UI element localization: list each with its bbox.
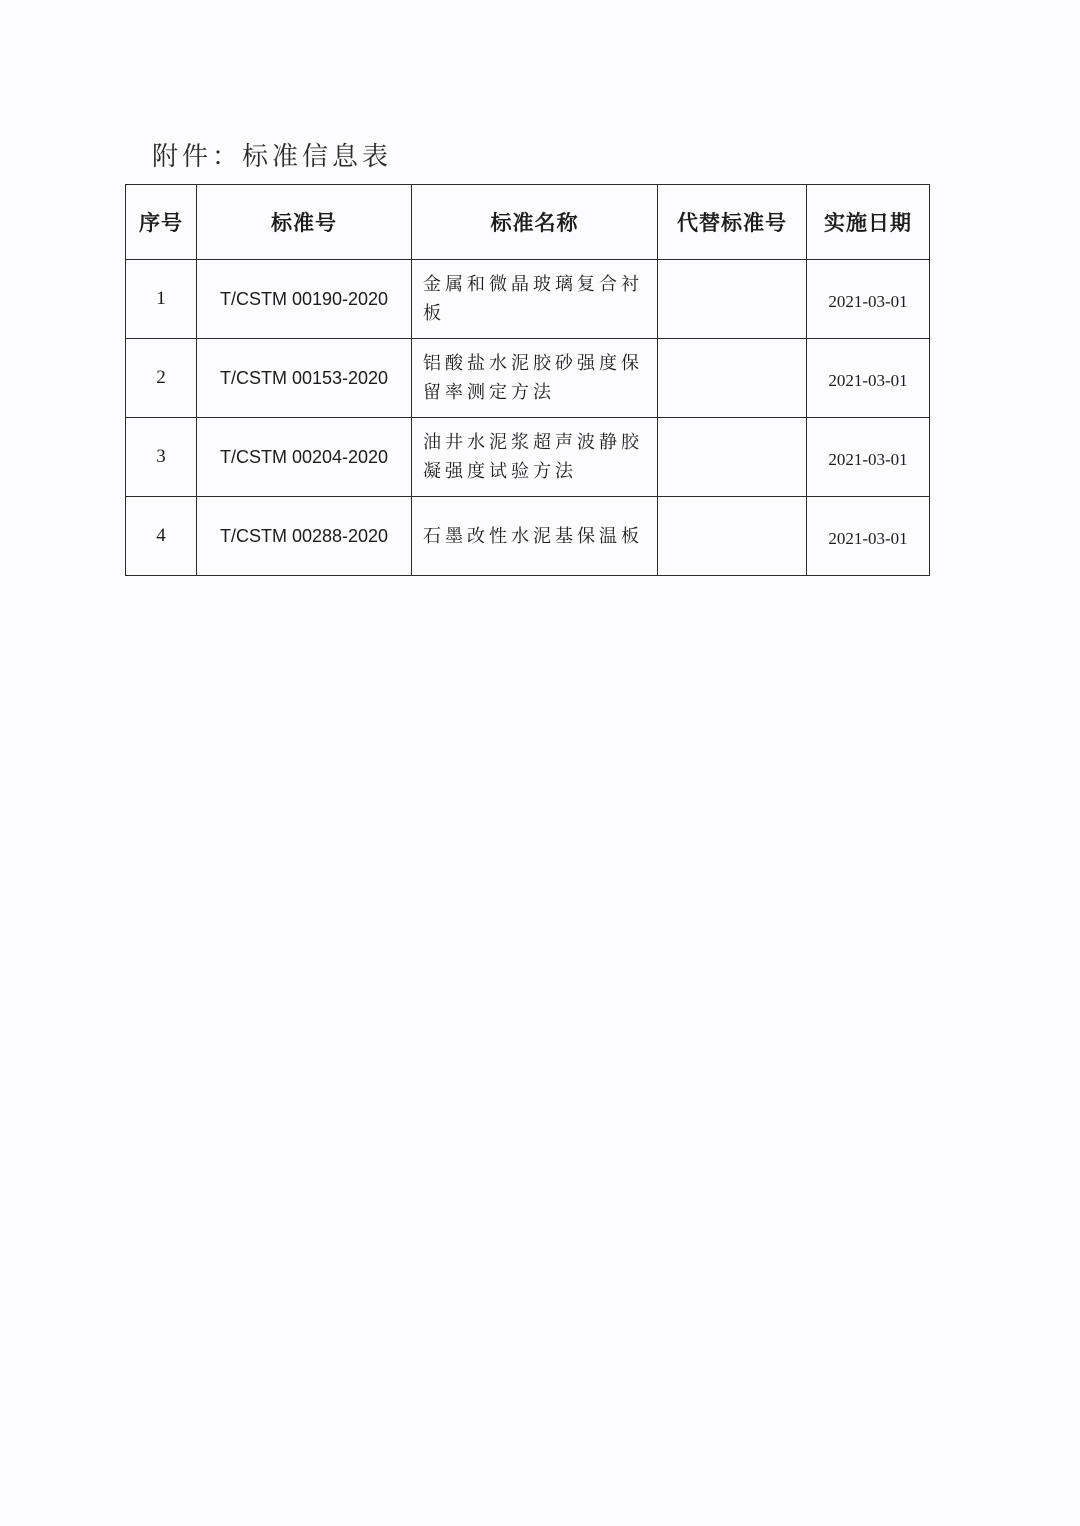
table-header-row: [126, 185, 930, 260]
standards-table: [125, 184, 930, 576]
header-code: 标准号: [197, 185, 412, 260]
cell-name: 油井水泥浆超声波静胶凝强度试验方法: [412, 418, 658, 497]
table-row: [126, 418, 930, 497]
cell-replaces: [658, 418, 807, 497]
table-row: [126, 260, 930, 339]
cell-seq: 3: [126, 418, 197, 497]
cell-replaces: [658, 260, 807, 339]
cell-replaces: [658, 339, 807, 418]
cell-date: 2021-03-01: [807, 418, 930, 497]
header-seq: 序号: [126, 185, 197, 260]
cell-code: T/CSTM 00153-2020: [197, 339, 412, 418]
cell-seq: 1: [126, 260, 197, 339]
table-row: [126, 339, 930, 418]
cell-seq: 4: [126, 497, 197, 576]
table-row: [126, 497, 930, 576]
cell-code: T/CSTM 00190-2020: [197, 260, 412, 339]
cell-seq: 2: [126, 339, 197, 418]
cell-name: 铝酸盐水泥胶砂强度保留率测定方法: [412, 339, 658, 418]
cell-code: T/CSTM 00288-2020: [197, 497, 412, 576]
document-title: 附件：标准信息表: [152, 142, 393, 172]
cell-date: 2021-03-01: [807, 497, 930, 576]
cell-name: 金属和微晶玻璃复合衬板: [412, 260, 658, 339]
header-date: 实施日期: [807, 185, 930, 260]
cell-date: 2021-03-01: [807, 339, 930, 418]
cell-name: 石墨改性水泥基保温板: [412, 497, 658, 576]
cell-code: T/CSTM 00204-2020: [197, 418, 412, 497]
cell-date: 2021-03-01: [807, 260, 930, 339]
cell-replaces: [658, 497, 807, 576]
header-replaces: 代替标准号: [658, 185, 807, 260]
header-name: 标准名称: [412, 185, 658, 260]
